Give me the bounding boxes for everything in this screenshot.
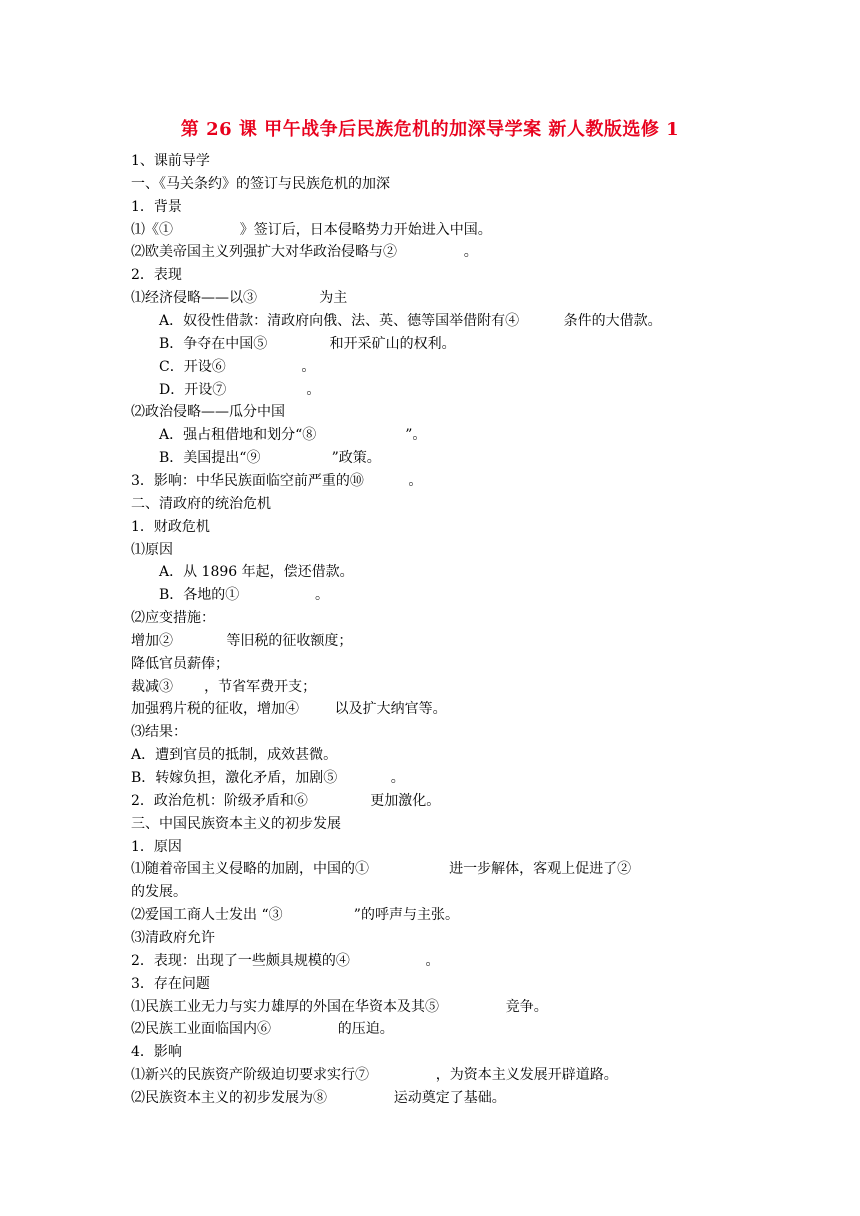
text-line: 的发展。: [131, 884, 187, 901]
text-line: B．转嫁负担，激化矛盾，加剧⑤ 。: [131, 770, 405, 786]
text-line: ⑴随着帝国主义侵略的加剧，中国的① 进一步解体，客观上促进了②: [131, 861, 632, 878]
text-line: A．从 1896 年起，偿还借款。: [159, 564, 354, 581]
text-line: ⑵爱国工商人士发出 “③ ”的呼声与主张。: [131, 907, 459, 924]
text-line: A．奴役性借款：清政府向俄、法、英、德等国举借附有④ 条件的大借款。: [159, 313, 662, 329]
text-line: 3．存在问题: [131, 975, 210, 992]
text-line: B．美国提出“⑨ ”政策。: [159, 450, 381, 467]
text-line: 2．表现: [131, 267, 182, 284]
text-line: 裁减③ ，节省军费开支；: [131, 678, 317, 695]
document-title: 第 26 课 甲午战争后民族危机的加深导学案 新人教版选修 1: [180, 119, 680, 140]
text-line: 一、《马关条约》的签订与民族危机的加深: [131, 175, 390, 192]
text-line: ⑵民族资本主义的初步发展为⑧ 运动奠定了基础。: [131, 1089, 506, 1106]
text-line: 3．影响：中华民族面临空前严重的⑩ 。: [131, 472, 423, 489]
text-line: 加强鸦片税的征收，增加④ 以及扩大纳官等。: [131, 701, 447, 718]
text-line: A．强占租借地和划分“⑧ ”。: [159, 427, 427, 444]
text-line: 三、中国民族资本主义的初步发展: [131, 815, 341, 832]
text-line: 1．背景: [131, 198, 182, 215]
text-line: 降低官员薪俸；: [131, 655, 229, 672]
text-line: ⑴民族工业无力与实力雄厚的外国在华资本及其⑤ 竞争。: [131, 998, 548, 1015]
text-line: B．争夺在中国⑤ 和开采矿山的权利。: [159, 335, 456, 352]
text-line: A．遭到官员的抵制，成效甚微。: [131, 747, 338, 764]
text-line: B．各地的① 。: [159, 587, 329, 604]
text-line: 二、清政府的统治危机: [131, 495, 271, 512]
text-line: 4．影响: [131, 1044, 182, 1061]
text-line: ⑴原因: [131, 541, 173, 558]
text-line: ⑵欧美帝国主义列强扩大对华政治侵略与② 。: [131, 244, 478, 261]
text-line: D．开设⑦ 。: [159, 381, 321, 398]
text-line: ⑴经济侵略——以③ 为主: [131, 290, 348, 307]
text-line: 增加② 等旧税的征收额度；: [131, 632, 353, 649]
text-line: ⑵民族工业面临国内⑥ 的压迫。: [131, 1021, 394, 1038]
text-line: ⑶结果：: [131, 724, 187, 741]
text-line: 1、课前导学: [131, 153, 210, 169]
text-line: 1．原因: [131, 838, 182, 855]
text-line: ⑴《① 》签订后，日本侵略势力开始进入中国。: [131, 221, 492, 238]
text-line: 1．财政危机: [131, 518, 210, 535]
text-line: 2．表现：出现了一些颇具规模的④ 。: [131, 952, 440, 969]
text-line: ⑵政治侵略——瓜分中国: [131, 404, 285, 421]
text-line: 2．政治危机：阶级矛盾和⑥ 更加激化。: [131, 792, 441, 809]
text-line: ⑵应变措施：: [131, 610, 215, 626]
text-line: ⑴新兴的民族资产阶级迫切要求实行⑦ ，为资本主义发展开辟道路。: [131, 1067, 618, 1083]
text-line: ⑶清政府允许: [131, 929, 215, 946]
text-line: C．开设⑥ 。: [159, 358, 316, 375]
